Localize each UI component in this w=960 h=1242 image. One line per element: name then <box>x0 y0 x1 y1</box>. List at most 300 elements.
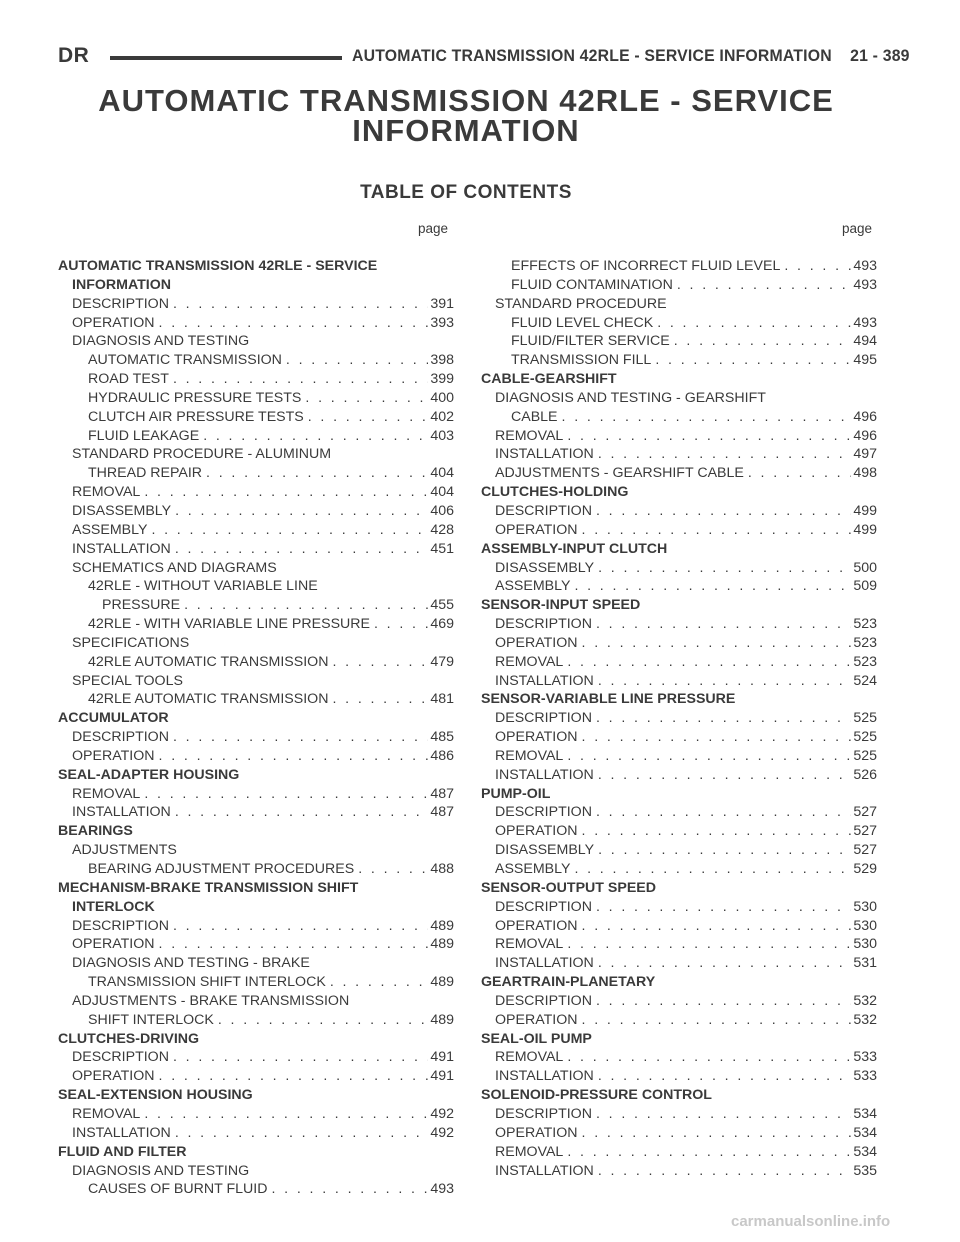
toc-entry-label: OPERATION <box>72 747 155 764</box>
toc-page-number: 527 <box>853 823 877 840</box>
toc-page-number: 524 <box>853 672 877 689</box>
toc-section-heading <box>58 333 454 352</box>
toc-entry-label: CABLE <box>511 408 558 425</box>
toc-entry-label: ACCUMULATOR <box>58 710 169 727</box>
toc-dot-leader <box>582 1012 852 1028</box>
toc-dot-leader <box>582 823 852 839</box>
toc-entry-label: OPERATION <box>72 314 155 331</box>
toc-entry-label: DESCRIPTION <box>495 992 592 1009</box>
toc-heading: TABLE OF CONTENTS <box>360 182 572 203</box>
toc-section-heading <box>481 390 877 409</box>
toc-entry-label: INSTALLATION <box>495 1162 594 1179</box>
toc-page-number: 402 <box>430 408 454 425</box>
toc-page-number: 451 <box>430 540 454 557</box>
toc-dot-leader <box>574 578 851 594</box>
toc-entry-label: FLUID LEAKAGE <box>88 427 200 444</box>
toc-section-heading <box>58 767 454 786</box>
toc-entry-label: ROAD TEST <box>88 371 169 388</box>
toc-entry-label: CLUTCHES-HOLDING <box>481 484 629 501</box>
toc-entry-link[interactable] <box>481 1106 877 1125</box>
toc-dot-leader <box>206 465 428 481</box>
toc-page-number: 428 <box>430 521 454 538</box>
toc-dot-leader <box>567 936 851 952</box>
toc-entry-label: DISASSEMBLY <box>72 502 172 519</box>
toc-entry-label: REMOVAL <box>72 785 141 802</box>
toc-entry-link[interactable] <box>58 352 454 371</box>
toc-entry-link[interactable] <box>481 1125 877 1144</box>
toc-entry-link[interactable] <box>58 1049 454 1068</box>
toc-entry-link[interactable] <box>58 861 454 880</box>
toc-page-number: 489 <box>430 917 454 934</box>
toc-entry-label: CLUTCH AIR PRESSURE TESTS <box>88 408 304 425</box>
toc-section-heading <box>481 597 877 616</box>
toc-dot-leader <box>596 503 851 519</box>
toc-entry-link[interactable] <box>481 1012 877 1031</box>
toc-entry-label: DESCRIPTION <box>495 616 592 633</box>
toc-section-heading <box>481 484 877 503</box>
toc-entry-label: REMOVAL <box>495 1049 564 1066</box>
toc-entry-label: ASSEMBLY <box>72 521 148 538</box>
toc-page-number: 498 <box>853 465 877 482</box>
toc-entry-label: DIAGNOSIS AND TESTING <box>72 333 250 350</box>
toc-dot-leader <box>582 918 852 934</box>
toc-entry-label: HYDRAULIC PRESSURE TESTS <box>88 389 302 406</box>
toc-entry-label: GEARTRAIN-PLANETARY <box>481 974 656 991</box>
toc-page-number: 534 <box>853 1143 877 1160</box>
toc-section-heading <box>58 446 454 465</box>
toc-entry-link[interactable] <box>481 767 877 786</box>
toc-entry-label: INTERLOCK <box>72 898 155 915</box>
toc-dot-leader <box>286 352 428 368</box>
toc-page-number: 398 <box>430 352 454 369</box>
toc-page-number: 535 <box>853 1162 877 1179</box>
toc-entry-label: REMOVAL <box>495 653 564 670</box>
toc-dot-leader <box>567 428 851 444</box>
toc-dot-leader <box>271 1181 428 1197</box>
toc-dot-leader <box>582 1125 852 1141</box>
toc-dot-leader <box>655 352 851 368</box>
toc-entry-label: DESCRIPTION <box>72 295 169 312</box>
toc-section-heading <box>481 541 877 560</box>
toc-entry-link[interactable] <box>58 315 454 334</box>
header-rule <box>110 56 342 60</box>
toc-page-number: 479 <box>430 653 454 670</box>
left-page-column-label: page <box>418 221 449 236</box>
toc-dot-leader <box>567 748 851 764</box>
toc-page-number: 491 <box>430 1068 454 1085</box>
toc-entry-link[interactable] <box>58 1181 454 1200</box>
toc-dot-leader <box>598 446 852 462</box>
toc-entry-label: REMOVAL <box>495 1143 564 1160</box>
toc-entry-label: INSTALLATION <box>72 540 171 557</box>
toc-page-number: 525 <box>853 710 877 727</box>
toc-entry-link[interactable] <box>58 1068 454 1087</box>
toc-entry-link[interactable] <box>58 465 454 484</box>
toc-entry-link[interactable] <box>481 1144 877 1163</box>
toc-entry-link[interactable] <box>481 352 877 371</box>
toc-dot-leader <box>305 390 428 406</box>
toc-dot-leader <box>596 616 851 632</box>
toc-page-number: 534 <box>853 1105 877 1122</box>
toc-entry-link[interactable] <box>58 597 454 616</box>
toc-entry-link[interactable] <box>481 936 877 955</box>
toc-page-number: 493 <box>853 276 877 293</box>
toc-dot-leader <box>596 1106 851 1122</box>
toc-page-number: 533 <box>853 1068 877 1085</box>
toc-page-number: 489 <box>430 936 454 953</box>
toc-entry-label: TRANSMISSION SHIFT INTERLOCK <box>88 974 326 991</box>
toc-entry-link[interactable] <box>481 1163 877 1182</box>
toc-page-number: 404 <box>430 484 454 501</box>
toc-page-number: 530 <box>853 917 877 934</box>
toc-entry-link[interactable] <box>58 616 454 635</box>
toc-entry-link[interactable] <box>481 616 877 635</box>
toc-dot-leader <box>598 955 852 971</box>
toc-dot-leader <box>308 409 429 425</box>
toc-page-number: 488 <box>430 861 454 877</box>
toc-page-number: 403 <box>430 427 454 444</box>
toc-dot-leader <box>598 1163 852 1179</box>
toc-page-number: 525 <box>853 729 877 746</box>
toc-page-number: 532 <box>853 1011 877 1028</box>
toc-entry-label: BEARING ADJUSTMENT PROCEDURES <box>88 861 355 877</box>
toc-page-number: 497 <box>853 446 877 463</box>
toc-entry-link[interactable] <box>481 654 877 673</box>
toc-entry-label: OPERATION <box>495 1011 578 1028</box>
toc-entry-label: SEAL-OIL PUMP <box>481 1030 592 1047</box>
toc-page-number: 523 <box>853 634 877 651</box>
toc-page-number: 489 <box>430 1011 454 1028</box>
toc-entry-link[interactable] <box>481 446 877 465</box>
toc-section-heading <box>58 277 454 296</box>
toc-dot-leader <box>674 333 852 349</box>
toc-entry-label: THREAD REPAIR <box>88 465 203 482</box>
toc-page-number: 494 <box>853 333 877 350</box>
toc-dot-leader <box>173 729 428 745</box>
toc-entry-link[interactable] <box>58 409 454 428</box>
toc-section-heading <box>58 823 454 842</box>
toc-dot-leader <box>203 428 428 444</box>
toc-entry-link[interactable] <box>58 936 454 955</box>
toc-entry-label: FLUID/FILTER SERVICE <box>511 333 670 350</box>
toc-page-number: 500 <box>853 559 877 576</box>
toc-entry-link[interactable] <box>481 258 877 277</box>
toc-entry-label: SENSOR-VARIABLE LINE PRESSURE <box>481 691 736 708</box>
toc-entry-link[interactable] <box>58 541 454 560</box>
toc-entry-label: DESCRIPTION <box>495 1105 592 1122</box>
toc-entry-label: INSTALLATION <box>495 766 594 783</box>
toc-section-heading <box>481 880 877 899</box>
toc-entry-label: INSTALLATION <box>72 1124 171 1141</box>
toc-entry-label: OPERATION <box>72 936 155 953</box>
toc-page-number: 489 <box>430 974 454 991</box>
toc-entry-label: SENSOR-OUTPUT SPEED <box>481 879 657 896</box>
toc-dot-leader <box>596 804 851 820</box>
toc-section-heading <box>481 786 877 805</box>
toc-entry-link[interactable] <box>481 748 877 767</box>
toc-dot-leader <box>332 654 428 670</box>
toc-entry-link[interactable] <box>58 786 454 805</box>
toc-entry-link[interactable] <box>481 560 877 579</box>
toc-page-number: 487 <box>430 785 454 802</box>
toc-section-heading <box>58 993 454 1012</box>
toc-page-number: 492 <box>430 1124 454 1141</box>
toc-entry-label: INSTALLATION <box>72 804 171 821</box>
toc-page-number: 532 <box>853 992 877 1009</box>
toc-dot-leader <box>159 936 429 952</box>
toc-entry-label: OPERATION <box>495 1124 578 1141</box>
toc-entry-label: FLUID LEVEL CHECK <box>511 314 654 331</box>
toc-dot-leader <box>562 409 852 425</box>
toc-dot-leader <box>175 503 428 519</box>
toc-entry-link[interactable] <box>58 296 454 315</box>
header-section-title <box>352 46 910 66</box>
toc-entry-label: REMOVAL <box>495 936 564 953</box>
toc-entry-link[interactable] <box>481 993 877 1012</box>
toc-section-heading <box>58 899 454 918</box>
toc-entry-link[interactable] <box>481 522 877 541</box>
toc-page-number: 487 <box>430 804 454 821</box>
toc-dot-leader <box>330 974 429 990</box>
toc-section-heading <box>481 691 877 710</box>
toc-entry-link[interactable] <box>58 390 454 409</box>
toc-entry-link[interactable] <box>481 277 877 296</box>
toc-dot-leader <box>218 1012 428 1028</box>
toc-entry-label: INSTALLATION <box>495 955 594 972</box>
toc-section-heading <box>58 578 454 597</box>
toc-entry-link[interactable] <box>481 409 877 428</box>
toc-entry-label: ASSEMBLY <box>495 861 571 877</box>
toc-dot-leader <box>598 1068 852 1084</box>
toc-entry-label: REMOVAL <box>495 427 564 444</box>
toc-entry-link[interactable] <box>58 1106 454 1125</box>
toc-page-number: 469 <box>430 616 454 633</box>
toc-entry-link[interactable] <box>481 1068 877 1087</box>
toc-entry-link[interactable] <box>58 428 454 447</box>
toc-entry-label: DESCRIPTION <box>72 729 169 746</box>
toc-entry-label: ADJUSTMENTS - GEARSHIFT CABLE <box>495 465 744 482</box>
toc-entry-link[interactable] <box>58 748 454 767</box>
toc-entry-link[interactable] <box>481 635 877 654</box>
toc-entry-link[interactable] <box>481 503 877 522</box>
toc-page-number: 496 <box>853 427 877 444</box>
toc-dot-leader <box>151 522 428 538</box>
toc-entry-link[interactable] <box>481 804 877 823</box>
toc-entry-label: DESCRIPTION <box>72 917 169 934</box>
toc-page-number: 493 <box>853 258 877 274</box>
toc-dot-leader <box>748 465 851 481</box>
toc-page-number: 534 <box>853 1124 877 1141</box>
toc-entry-label: DESCRIPTION <box>495 710 592 727</box>
toc-entry-link[interactable] <box>481 955 877 974</box>
toc-entry-link[interactable] <box>58 371 454 390</box>
toc-section-heading <box>58 710 454 729</box>
toc-entry-label: DISASSEMBLY <box>495 559 595 576</box>
toc-entry-label: OPERATION <box>495 729 578 746</box>
toc-entry-link[interactable] <box>481 918 877 937</box>
toc-entry-label: INSTALLATION <box>495 446 594 463</box>
toc-page-number: 399 <box>430 371 454 388</box>
toc-page-number: 529 <box>853 861 877 877</box>
toc-entry-label: DESCRIPTION <box>495 804 592 821</box>
toc-section-heading <box>58 1087 454 1106</box>
toc-entry-link[interactable] <box>481 465 877 484</box>
toc-dot-leader <box>332 691 428 707</box>
toc-entry-link[interactable] <box>481 428 877 447</box>
toc-section-heading <box>481 371 877 390</box>
toc-entry-label: DIAGNOSIS AND TESTING - GEARSHIFT <box>495 389 766 406</box>
toc-dot-leader <box>596 710 851 726</box>
toc-dot-leader <box>598 842 851 858</box>
toc-entry-link[interactable] <box>58 974 454 993</box>
toc-entry-link[interactable] <box>481 578 877 597</box>
document-title-line-2: INFORMATION <box>352 113 580 148</box>
toc-left-column <box>58 258 454 1200</box>
toc-entry-label: SPECIAL TOOLS <box>72 672 183 689</box>
toc-entry-link[interactable] <box>481 899 877 918</box>
toc-dot-leader <box>784 258 851 274</box>
toc-entry-link[interactable] <box>58 691 454 710</box>
toc-entry-label: AUTOMATIC TRANSMISSION <box>88 352 282 369</box>
toc-dot-leader <box>175 804 429 820</box>
toc-entry-label: AUTOMATIC TRANSMISSION 42RLE - SERVICE <box>58 258 378 274</box>
toc-dot-leader <box>574 861 851 877</box>
toc-dot-leader <box>567 654 851 670</box>
toc-entry-link[interactable] <box>58 1125 454 1144</box>
toc-dot-leader <box>598 767 852 783</box>
toc-dot-leader <box>374 616 428 632</box>
toc-dot-leader <box>567 1049 851 1065</box>
toc-entry-link[interactable] <box>481 861 877 880</box>
toc-entry-label: REMOVAL <box>72 484 141 501</box>
toc-entry-link[interactable] <box>481 1049 877 1068</box>
toc-dot-leader <box>184 597 428 613</box>
toc-entry-label: PRESSURE <box>102 597 181 614</box>
toc-entry-link[interactable] <box>58 1012 454 1031</box>
toc-entry-label: CABLE-GEARSHIFT <box>481 371 617 388</box>
toc-page-number: 499 <box>853 502 877 519</box>
toc-dot-leader <box>159 1068 429 1084</box>
toc-section-heading <box>481 296 877 315</box>
toc-entry-link[interactable] <box>58 804 454 823</box>
header-page-number: 21 - 389 <box>850 46 910 65</box>
toc-entry-label: DIAGNOSIS AND TESTING - BRAKE <box>72 955 310 972</box>
toc-dot-leader <box>598 560 851 576</box>
toc-dot-leader <box>175 1125 429 1141</box>
toc-entry-link[interactable] <box>481 673 877 692</box>
toc-page-number: 391 <box>430 295 454 312</box>
toc-page-number: 531 <box>853 955 877 972</box>
toc-dot-leader <box>582 522 852 538</box>
toc-entry-link[interactable] <box>58 654 454 673</box>
toc-page-number: 400 <box>430 389 454 406</box>
header-section-text: AUTOMATIC TRANSMISSION 42RLE - SERVICE INFORMATION <box>352 46 832 65</box>
page-header <box>58 44 910 72</box>
toc-section-heading <box>481 1087 877 1106</box>
toc-dot-leader <box>144 484 428 500</box>
toc-entry-label: OPERATION <box>495 521 578 538</box>
toc-page-number: 496 <box>853 408 877 425</box>
toc-entry-link[interactable] <box>58 503 454 522</box>
toc-dot-leader <box>582 729 852 745</box>
toc-entry-label: INSTALLATION <box>495 1068 594 1085</box>
toc-entry-label: SOLENOID-PRESSURE CONTROL <box>481 1087 712 1104</box>
toc-entry-label: SHIFT INTERLOCK <box>88 1011 214 1028</box>
toc-entry-label: DESCRIPTION <box>495 502 592 519</box>
toc-page-number: 406 <box>430 502 454 519</box>
toc-entry-link[interactable] <box>481 842 877 861</box>
toc-page-number: 455 <box>430 597 454 614</box>
toc-entry-label: OPERATION <box>495 634 578 651</box>
toc-page-number: 523 <box>853 616 877 633</box>
toc-entry-label: EFFECTS OF INCORRECT FLUID LEVEL <box>511 258 781 274</box>
toc-entry-link[interactable] <box>58 729 454 748</box>
toc-section-heading <box>58 635 454 654</box>
toc-section-heading <box>58 1144 454 1163</box>
toc-entry-label: DIAGNOSIS AND TESTING <box>72 1162 250 1179</box>
toc-dot-leader <box>144 786 428 802</box>
toc-entry-label: 42RLE AUTOMATIC TRANSMISSION <box>88 691 329 708</box>
toc-dot-leader <box>173 371 428 387</box>
toc-entry-link[interactable] <box>481 729 877 748</box>
toc-entry-link[interactable] <box>481 333 877 352</box>
toc-dot-leader <box>598 673 852 689</box>
toc-entry-label: CAUSES OF BURNT FLUID <box>88 1181 268 1198</box>
toc-page-number: 393 <box>430 314 454 331</box>
toc-entry-label: OPERATION <box>72 1068 155 1085</box>
toc-entry-label: STANDARD PROCEDURE - ALUMINUM <box>72 446 332 463</box>
toc-entry-link[interactable] <box>481 315 877 334</box>
toc-page-number: 523 <box>853 653 877 670</box>
toc-entry-label: 42RLE AUTOMATIC TRANSMISSION <box>88 653 329 670</box>
toc-entry-link[interactable] <box>58 918 454 937</box>
toc-entry-link[interactable] <box>58 484 454 503</box>
toc-dot-leader <box>144 1106 428 1122</box>
document-title-line-1: AUTOMATIC TRANSMISSION 42RLE - SERVICE <box>98 83 834 118</box>
toc-section-heading <box>481 974 877 993</box>
toc-entry-label: 42RLE - WITHOUT VARIABLE LINE <box>88 578 318 595</box>
toc-page-number: 485 <box>430 729 454 746</box>
toc-entry-label: SEAL-EXTENSION HOUSING <box>58 1087 253 1104</box>
toc-entry-label: OPERATION <box>495 917 578 934</box>
toc-page-number: 493 <box>853 314 877 331</box>
toc-dot-leader <box>358 861 428 877</box>
toc-entry-label: DISASSEMBLY <box>495 842 595 859</box>
toc-entry-label: BEARINGS <box>58 823 133 840</box>
toc-entry-link[interactable] <box>58 522 454 541</box>
toc-page-number: 495 <box>853 352 877 369</box>
toc-entry-label: INFORMATION <box>72 276 172 293</box>
toc-entry-label: SENSOR-INPUT SPEED <box>481 597 641 614</box>
watermark: carmanualsonline.info <box>731 1213 891 1230</box>
toc-entry-label: REMOVAL <box>72 1105 141 1122</box>
toc-entry-link[interactable] <box>481 710 877 729</box>
toc-section-heading <box>58 1031 454 1050</box>
toc-entry-label: SCHEMATICS AND DIAGRAMS <box>72 559 277 576</box>
right-page-column-label: page <box>842 221 873 236</box>
toc-dot-leader <box>173 1049 428 1065</box>
toc-page-number: 404 <box>430 465 454 482</box>
toc-page-number: 493 <box>430 1181 454 1198</box>
toc-entry-label: PUMP-OIL <box>481 785 551 802</box>
toc-page-number: 527 <box>853 842 877 859</box>
toc-dot-leader <box>159 748 429 764</box>
toc-dot-leader <box>677 277 851 293</box>
toc-dot-leader <box>159 315 429 331</box>
toc-section-heading <box>58 673 454 692</box>
toc-entry-link[interactable] <box>481 823 877 842</box>
toc-entry-label: TRANSMISSION FILL <box>511 352 652 369</box>
